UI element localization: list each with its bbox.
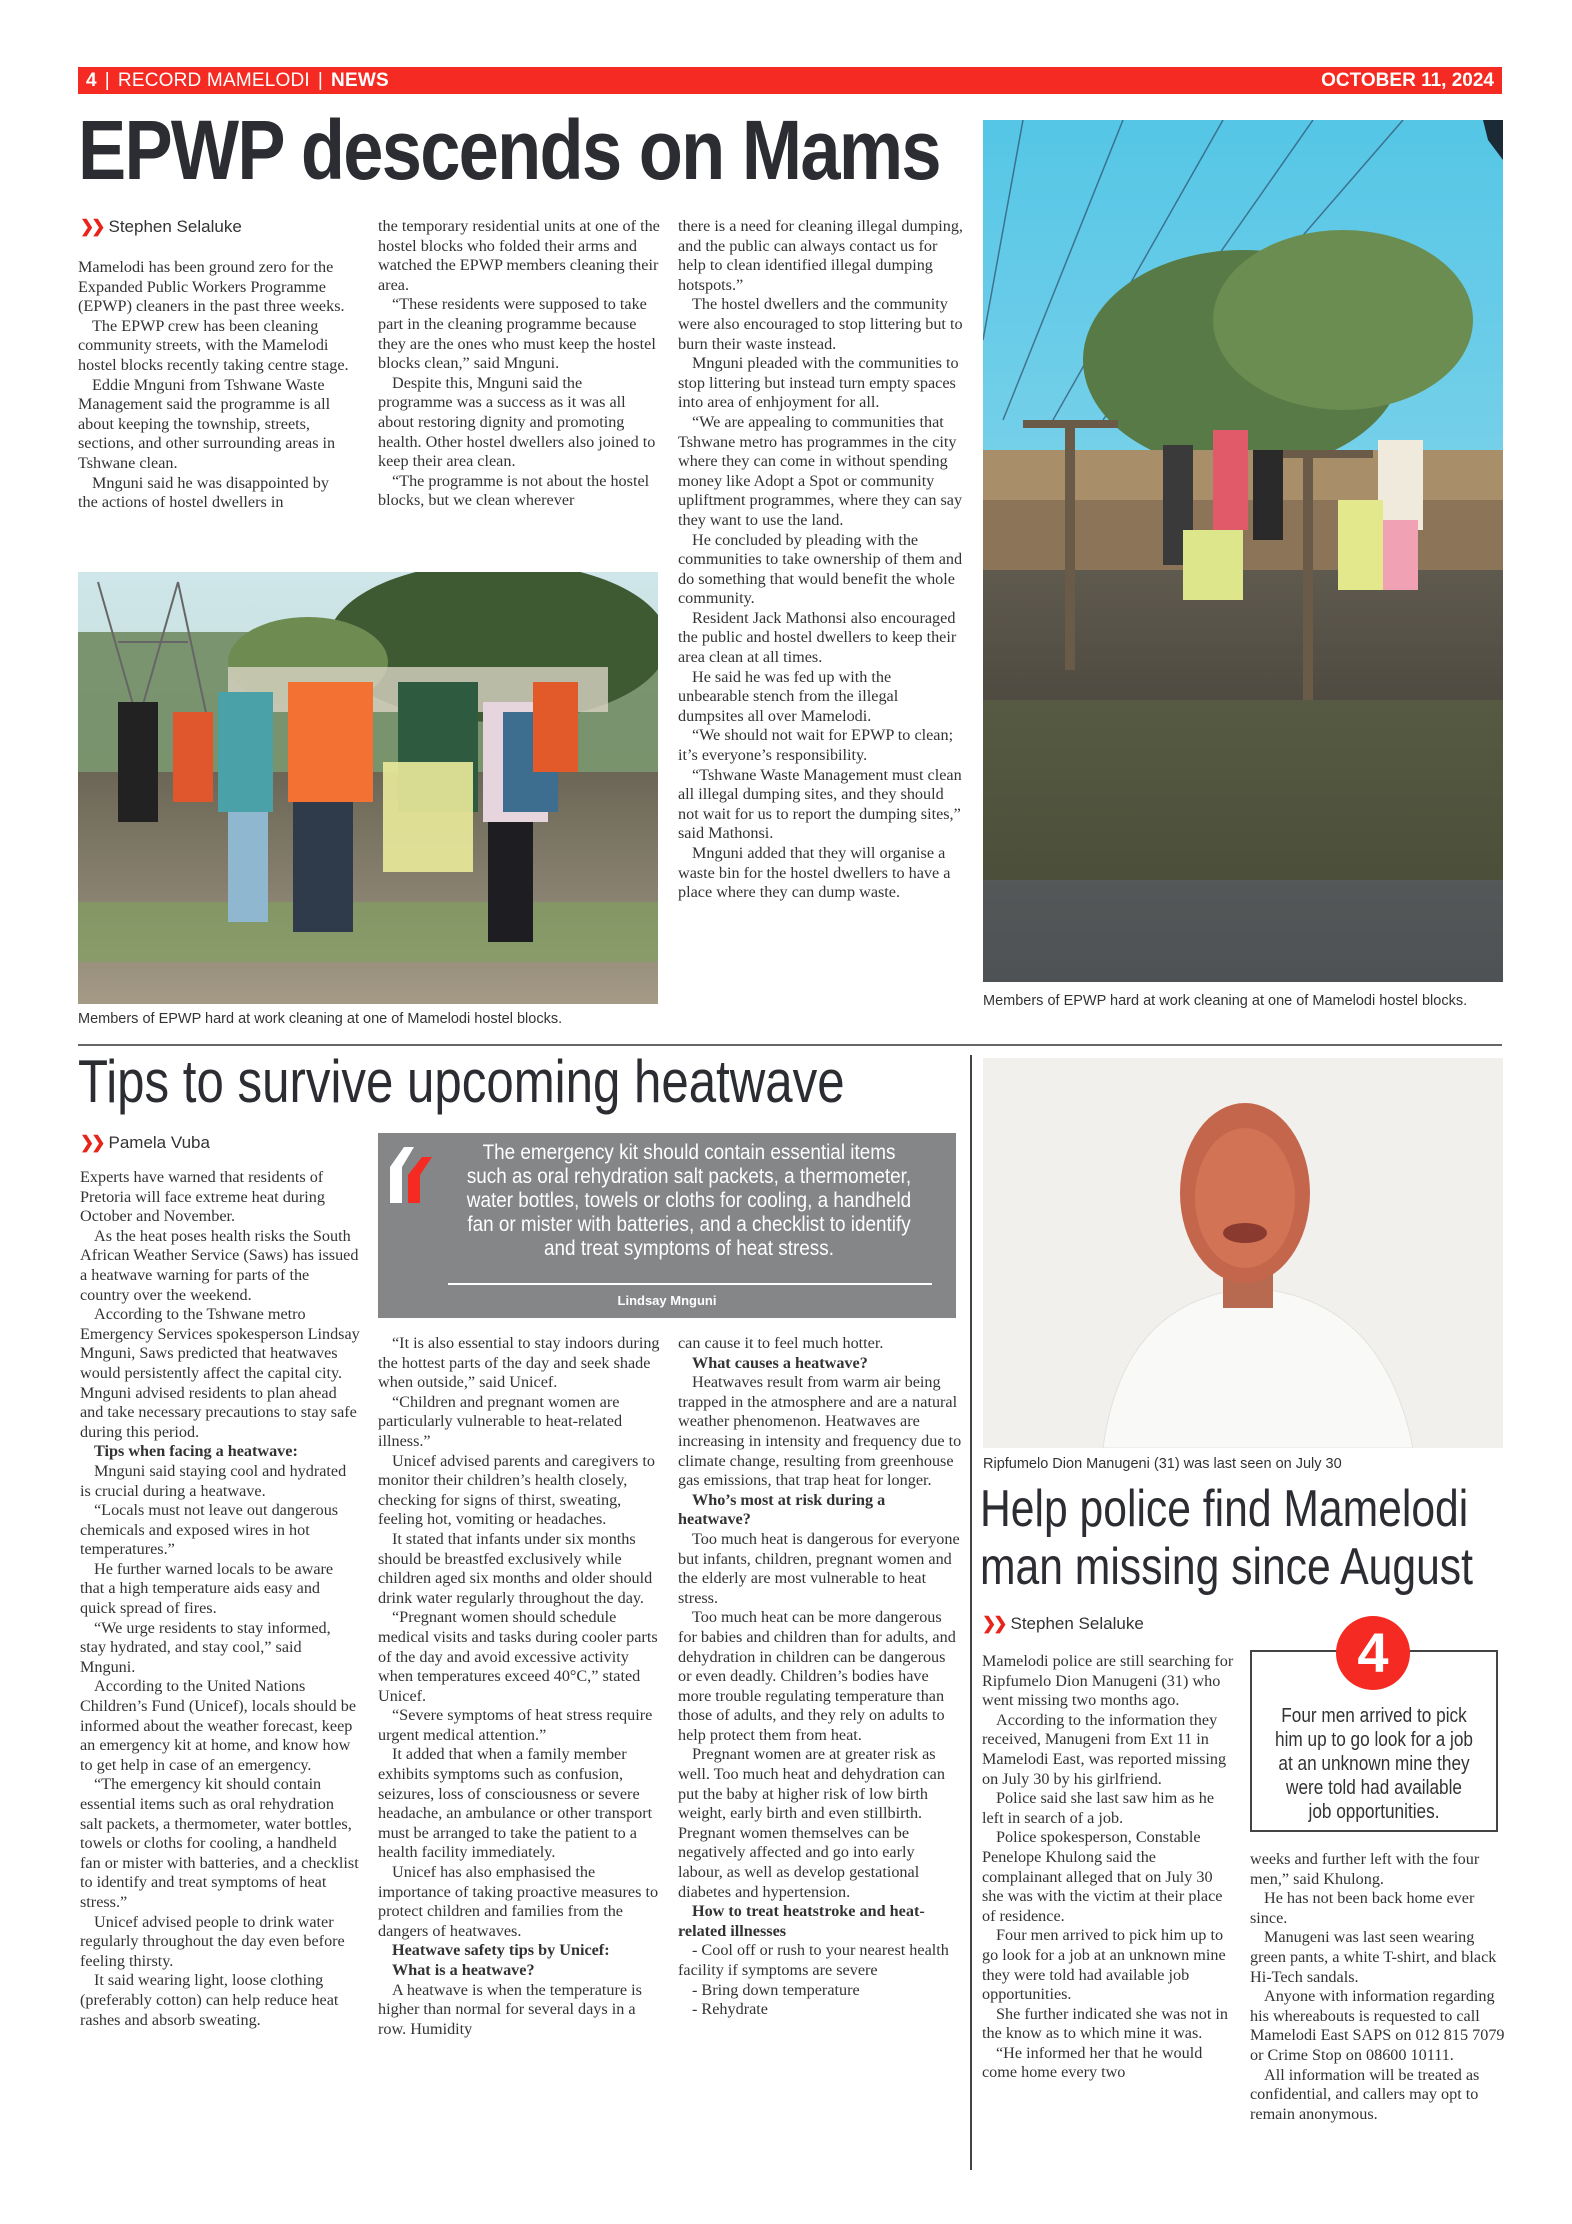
paragraph: Mnguni said he was disappointed by the actions of hostel dwellers in [78,473,329,512]
paragraph: Too much heat is dangerous for everyone but infants, children, pregnant women and the elderly are most vulnerable to heat stress. [678,1529,960,1607]
paragraph: “It is also essential to stay indoors during the hottest parts of the day and seek shade when outside,” said Unicef. [378,1334,660,1392]
paragraph: The hostel dwellers and the community were also encouraged to stop littering but to burn their waste instead. [678,295,963,353]
publication-name: RECORD MAMELODI [117,69,310,91]
subheading: Who’s most at risk during a heatwave? [678,1490,886,1529]
article3-column-1 [982,1652,1238,2083]
pullquote-attribution: Lindsay Mnguni [617,1293,717,1308]
photo-dumpsite-image [983,120,1503,982]
article1-byline [80,217,242,237]
article2-headline: Tips to survive upcoming heatwave [78,1048,845,1115]
subheading: Heatwave safety tips by Unicef: [392,1941,610,1960]
paragraph: there is a need for cleaning illegal dumping, and the public can always contact us for help to clean identified illegal dumping hotspots.” [678,217,963,294]
paragraph: “The programme is not about the hostel blocks, but we clean wherever [378,471,650,510]
paragraph: Mnguni added that they will organise a waste bin for the hostel dwellers to have a place where they can dump waste. [678,844,951,902]
paragraph: “He informed her that he would come home every two [982,2043,1203,2082]
paragraph: “We urge residents to stay informed, stay hydrated, and stay cool,” said Mnguni. [80,1618,331,1676]
double-chevron-icon: ❯❯ [80,1133,103,1152]
article2-column-3 [678,1334,962,2020]
photo-epwp-crew [78,572,658,1004]
paragraph: “Children and pregnant women are particularly vulnerable to heat-related illness.” [378,1392,623,1450]
article1-column-3 [678,217,964,903]
paragraph: It said wearing light, loose clothing (preferably cotton) can help reduce heat rashes and absorb sweating. [80,1971,339,2029]
byline-author: Stephen Selaluke [1010,1614,1144,1633]
paragraph: Anyone with information regarding his whereabouts is requested to call Mamelodi East SAPS on 012 815 7079 or Crime Stop on 08600 10111. [1250,1987,1505,2064]
paragraph: Resident Jack Mathonsi also encouraged the public and hostel dwellers to keep their area clean at all times. [678,608,957,667]
page-number: 4 [86,69,97,91]
paragraph: can cause it to feel much hotter. [678,1334,884,1352]
article3-headline [980,1480,1473,1596]
paragraph: Despite this, Mnguni said the programme was a success as it was all about restoring dignity and promoting health. Other hostel dwellers also joined to keep their area clean. [378,373,656,471]
paragraph: He further warned locals to be aware that a high temperature aids easy and quick spread of fires. [80,1559,334,1618]
paragraph: Experts have warned that residents of Pretoria will face extreme heat during October and November. [80,1168,325,1226]
paragraph: According to the Tshwane metro Emergency Services spokesperson Lindsay Mnguni, Saws predicted that heatwaves would persistently affect the capital city. Mnguni advised residents to plan ahead and take necessary precautions to stay safe during this period. [80,1305,360,1441]
paragraph: It stated that infants under six months should be breastfed exclusively while children aged six months and older should drink water regularly throughout the day. [378,1529,653,1607]
subheading: What is a heatwave? [392,1961,535,1979]
paragraph: He has not been back home ever since. [1250,1889,1475,1927]
article3-column-2 [1250,1850,1506,2124]
pullquote-divider [448,1283,932,1285]
paragraph: Mnguni pleaded with the communities to stop littering but instead turn empty spaces into area of enhjoyment for all. [678,354,959,412]
fact-number-badge: 4 [1336,1616,1410,1690]
paragraph: “We are appealing to communities that Tshwane metro has programmes in the city where they can come in without spending money like Adopt a Spot or community upliftment programmes, where they can say they want to use the land. [678,412,963,529]
subheading: How to treat heatstroke and heat-related illnesses [678,1902,925,1940]
photo1-caption: Members of EPWP hard at work cleaning at one of Mamelodi hostel blocks. [78,1011,563,1027]
paragraph: “Pregnant women should schedule medical visits and tasks during cooler parts of the day and avoid excessive activity when temperatures exceed 40°C,” stated Unicef. [378,1608,658,1705]
double-chevron-icon: ❯❯ [80,217,103,236]
paragraph: “Tshwane Waste Management must clean all illegal dumping sites, and they should not wait for us to report the dumping sites,” said Mathonsi. [678,765,962,843]
paragraph: “The emergency kit should contain essential items such as oral rehydration salt packets, a thermometer, water bottles, towels or cloths for cooling, a handheld fan or mister with batteries, and a checklist to identify and treat symptoms of heat stress.” [80,1775,359,1911]
paragraph: “Locals must not leave out dangerous chemicals and exposed wires in hot temperatures.” [80,1501,339,1559]
section-divider [78,1044,1502,1046]
paragraph: Unicef advised people to drink water regularly throughout the day even before feeling thirsty. [80,1912,345,1970]
byline-author: Stephen Selaluke [108,217,242,236]
headline-line-2: man missing since August [980,1538,1473,1596]
fact-text: Four men arrived to pick him up to go look for a job at an unknown mine they were told had available job opportunities. [1275,1705,1473,1823]
paragraph: As the heat poses health risks the South African Weather Service (Saws) has issued a heatwave warning for parts of the country over the weekend. [80,1226,359,1304]
paragraph: “Severe symptoms of heat stress require urgent medical attention.” [378,1706,653,1744]
paragraph: It added that when a family member exhibits symptoms such as confusion, seizures, loss of consciousness or severe headache, an ambulance or other transport must be arranged to take the patient to a health facility immediately. [378,1745,653,1862]
paragraph: According to the information they received, Manugeni from Ext 11 in Mamelodi East, was reported missing on July 30 by his girlfriend. [982,1710,1227,1788]
issue-date: OCTOBER 11, 2024 [1321,69,1494,91]
quote-mark-icon [388,1147,438,1205]
article2-byline [80,1133,210,1153]
article3-byline [982,1614,1144,1634]
paragraph: Mamelodi police are still searching for Ripfumelo Dion Manugeni (31) who went missing two months ago. [982,1652,1234,1710]
pullquote-box [378,1133,956,1318]
paragraph: Mnguni said staying cool and hydrated is crucial during a heatwave. [80,1461,347,1500]
photo-dumpsite [983,120,1503,982]
article1-headline: EPWP descends on Mams [78,103,940,197]
article2-column-2 [378,1334,660,2039]
paragraph: Unicef has also emphasised the importance of taking proactive measures to protect children and families from the dangers of heatwaves. [378,1863,659,1940]
paragraph: Four men arrived to pick him up to go look for a job at an unknown mine they were told had available job opportunities. [982,1926,1226,2004]
photo2-caption: Members of EPWP hard at work cleaning at one of Mamelodi hostel blocks. [983,993,1468,1009]
paragraph: Pregnant women are at greater risk as well. Too much heat and dehydration can put the baby at higher risk of low birth weight, early birth and even stillbirth. Pregnant women themselves can be negatively affected and go into early labour, as well as develop gestational diabetes and hypertension. [678,1745,945,1901]
subheading: What causes a heatwave? [692,1353,868,1372]
paragraph: Police spokesperson, Constable Penelope Khulong said the complainant alleged that on July 30 she was with the victim at their place of residence. [982,1828,1223,1925]
paragraph: Eddie Mnguni from Tshwane Waste Management said the programme is all about keeping the township, streets, sections, and other surrounding areas in Tshwane clean. [78,375,336,472]
paragraph: Too much heat can be more dangerous for babies and children than for adults, and dehydration in children can be dangerous or even deadly. Children’s bodies have more trouble regulating temperature than those of adults, and they rely on adults to help protect them from heat. [678,1608,956,1744]
paragraph: the temporary residential units at one of the hostel blocks who folded their arms and watched the EPWP members cleaning their area. [378,217,660,294]
pullquote-text: The emergency kit should contain essential items such as oral rehydration salt packets, a thermometer, water bottles, towels or cloths for cooling, a handheld fan or mister with batteries, and a checklist to identify and treat symptoms of heat stress. [466,1141,912,1260]
article1-column-1 [78,258,350,513]
headline-line-1: Help police find Mamelodi [980,1480,1469,1538]
paragraph: “These residents were supposed to take part in the cleaning programme because they are the ones who must keep the hostel blocks clean,” said Mnguni. [378,295,656,373]
section-name: NEWS [331,69,389,91]
paragraph: Mamelodi has been ground zero for the Expanded Public Workers Programme (EPWP) cleaners in the past three weeks. [78,258,345,316]
paragraph: According to the United Nations Children’s Fund (Unicef), locals should be informed about the weather forecast, keep an emergency kit at home, and know how to get help in case of an emergency. [80,1677,357,1774]
photo-missing-man [983,1058,1503,1448]
article2-column-1 [80,1168,360,2030]
photo3-caption: Ripfumelo Dion Manugeni (31) was last seen on July 30 [983,1456,1342,1472]
list-item: - Rehydrate [692,2000,768,2019]
paragraph: Manugeni was last seen wearing green pants, a white T-shirt, and black Hi-Tech sandals. [1250,1928,1497,1986]
subheading: Tips when facing a heatwave: [94,1442,298,1461]
paragraph: The EPWP crew has been cleaning community streets, with the Mamelodi hostel blocks recently taking centre stage. [78,316,349,374]
paragraph: A heatwave is when the temperature is higher than normal for several days in a row. Humidity [378,1980,642,2038]
byline-author: Pamela Vuba [108,1133,210,1152]
paragraph: She further indicated she was not in the know as to which mine it was. [982,2004,1228,2043]
photo-epwp-crew-image [78,572,658,1004]
paragraph: He concluded by pleading with the communities to take ownership of them and do something that would benefit the whole community. [678,530,963,608]
paragraph: weeks and further left with the four men,” said Khulong. [1250,1850,1480,1888]
paragraph: He said he was fed up with the unbearable stench from the illegal dumpsites all over Mamelodi. [678,667,899,725]
header-left: 4 | RECORD MAMELODI | NEWS [86,69,389,91]
paragraph: Police said she last saw him as he left in search of a job. [982,1789,1215,1827]
paragraph: Unicef advised parents and caregivers to monitor their children’s health closely, checking for signs of thirst, sweating, feeling hot, vomiting or headaches. [378,1451,655,1529]
list-item: - Bring down temperature [692,1980,860,1999]
column-divider [970,1055,972,2170]
paragraph: All information will be treated as confidential, and callers may opt to remain anonymous. [1250,2065,1480,2123]
paragraph: “We should not wait for EPWP to clean; it’s everyone’s responsibility. [678,726,954,765]
double-chevron-icon: ❯❯ [982,1614,1005,1633]
fact-box [1250,1621,1498,1832]
photo-missing-man-image [983,1058,1503,1448]
page-header-bar [78,67,1502,94]
list-item: - Cool off or rush to your nearest health facility if symptoms are severe [678,1941,949,1979]
paragraph: Heatwaves result from warm air being trapped in the atmosphere and are a natural weather phenomenon. Heatwaves are increasing in intensity and frequency due to climate change, resulting from greenhouse gas emissions, that trap heat for longer. [678,1373,962,1490]
article1-column-2 [378,217,660,511]
